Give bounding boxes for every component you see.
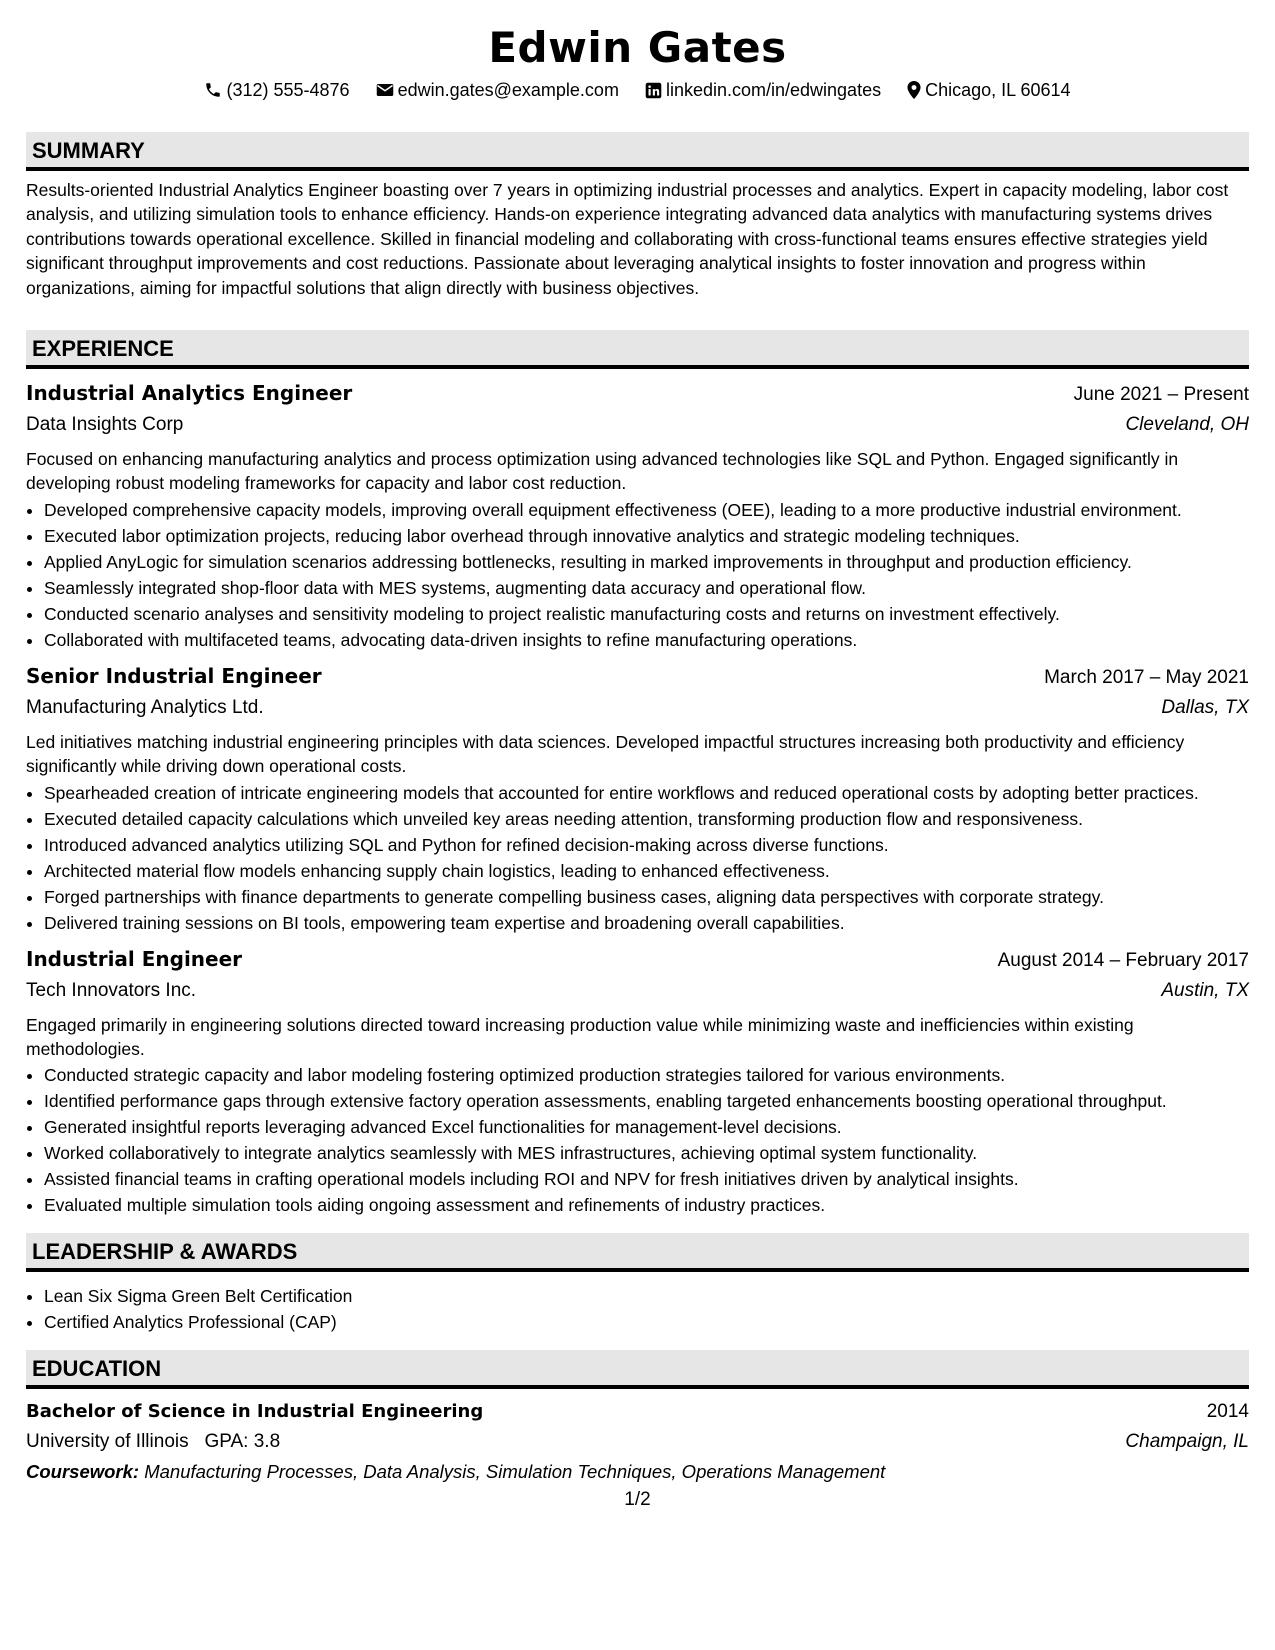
list-item: • Certified Analytics Professional (CAP)	[44, 1310, 1249, 1334]
list-item: • Seamlessly integrated shop-floor data with MES systems, augmenting data accuracy and operational flow.	[44, 576, 1249, 600]
list-item: • Spearheaded creation of intricate engineering models that accounted for entire workflows and reduced operational costs by adopting better practices.	[44, 781, 1249, 805]
job-title: Industrial Analytics Engineer	[26, 381, 353, 406]
contact-location	[907, 78, 1070, 102]
phone-text: (312) 555-4876	[226, 80, 350, 100]
list-item: • Introduced advanced analytics utilizing SQL and Python for refined decision-making across diverse functions.	[44, 833, 1249, 857]
summary-text: Results-oriented Industrial Analytics Engineer boasting over 7 years in optimizing industrial processes and analytics. Expert in capacity modeling, labor cost analysis, and utilizing simulation tools to enhance efficiency. Hands-on experience integrating advanced data analytics with manufacturing systems drives contributions towards operational excellence. Skilled in financial modeling and collaborating with cross-functional teams ensures effective strategies yield significant throughput improvements and cost reductions. Passionate about leveraging analytical insights to foster innovation and progress within organizations, aiming for impactful solutions that align directly with business objectives.	[26, 180, 1229, 298]
contact-bar	[26, 78, 1249, 102]
list-item: • Executed detailed capacity calculations which unveiled key areas needing attention, transforming production flow and responsiveness.	[44, 807, 1249, 831]
map-pin-icon	[907, 81, 921, 99]
page-number: 1/2	[624, 1489, 651, 1511]
envelope-icon	[376, 82, 394, 98]
gpa: GPA: 3.8	[204, 1431, 281, 1453]
job-bullets	[26, 1063, 1249, 1217]
contact-phone	[204, 78, 349, 102]
job-title: Senior Industrial Engineer	[26, 663, 322, 688]
school-location: Champaign, IL	[1125, 1431, 1249, 1453]
job-company: Manufacturing Analytics Ltd.	[26, 696, 264, 718]
graduation-year: 2014	[1206, 1401, 1249, 1423]
leadership-list	[26, 1284, 1249, 1334]
job-location: Dallas, TX	[1161, 696, 1249, 718]
coursework-list: Manufacturing Processes, Data Analysis, Simulation Techniques, Operations Management	[144, 1461, 886, 1483]
school-name: University of Illinois	[26, 1431, 189, 1453]
job-description: Focused on enhancing manufacturing analytics and process optimization using advanced technologies like SQL and Python. Engaged significantly in developing robust modeling frameworks for capacity and labor cost reduction.	[26, 449, 1179, 494]
linkedin-link[interactable]: linkedin.com/in/edwingates	[665, 80, 882, 100]
contact-linkedin[interactable]	[645, 78, 881, 102]
list-item: • Identified performance gaps through extensive factory operation assessments, enabling targeted enhancements boosting operational throughput.	[44, 1089, 1249, 1113]
job-location: Austin, TX	[1161, 979, 1249, 1001]
candidate-name: Edwin Gates	[488, 23, 787, 72]
education-heading: EDUCATION	[26, 1350, 1249, 1389]
education-entry	[26, 1397, 1249, 1487]
job-title: Industrial Engineer	[26, 946, 243, 971]
contact-email[interactable]	[376, 78, 619, 102]
list-item: • Worked collaboratively to integrate analytics seamlessly with MES infrastructures, achieving optimal system functionality.	[44, 1141, 1249, 1165]
job-bullets	[26, 781, 1249, 935]
summary-heading: SUMMARY	[26, 132, 1249, 171]
job-description: Engaged primarily in engineering solutions directed toward increasing production value while minimizing waste and inefficiencies within existing methodologies.	[26, 1014, 1134, 1060]
list-item: • Applied AnyLogic for simulation scenarios addressing bottlenecks, resulting in marked improvements in throughput and production efficiency.	[44, 550, 1249, 574]
list-item: • Evaluated multiple simulation tools aiding ongoing assessment and refinements of industry practices.	[44, 1193, 1249, 1217]
job-entry	[26, 378, 1249, 652]
degree-title: Bachelor of Science in Industrial Engineering	[26, 1401, 484, 1423]
job-entry	[26, 944, 1249, 1218]
list-item: • Lean Six Sigma Green Belt Certification	[44, 1284, 1249, 1308]
location-text: Chicago, IL 60614	[925, 80, 1071, 100]
job-dates: August 2014 – February 2017	[997, 949, 1249, 971]
job-dates: June 2021 – Present	[1073, 384, 1249, 406]
job-bullets	[26, 498, 1249, 652]
linkedin-icon	[645, 82, 662, 99]
leadership-heading: LEADERSHIP & AWARDS	[26, 1233, 1249, 1272]
job-company: Tech Innovators Inc.	[26, 979, 197, 1001]
list-item: • Conducted scenario analyses and sensitivity modeling to project realistic manufacturing costs and returns on investment effectively.	[44, 602, 1249, 626]
coursework-line	[26, 1457, 1249, 1487]
job-company: Data Insights Corp	[26, 414, 184, 436]
list-item: • Executed labor optimization projects, reducing labor overhead through innovative analytics and strategic modeling techniques.	[44, 524, 1249, 548]
school-line	[26, 1427, 280, 1457]
email-link[interactable]: edwin.gates@example.com	[397, 80, 619, 100]
coursework-label: Coursework:	[26, 1461, 140, 1483]
experience-heading: EXPERIENCE	[26, 330, 1249, 369]
list-item: • Delivered training sessions on BI tools, empowering team expertise and broadening overall capabilities.	[44, 911, 1249, 935]
job-dates: March 2017 – May 2021	[1044, 666, 1249, 688]
phone-icon	[204, 81, 222, 99]
job-location: Cleveland, OH	[1125, 414, 1249, 436]
list-item: • Architected material flow models enhancing supply chain logistics, leading to enhanced effectiveness.	[44, 859, 1249, 883]
list-item: • Forged partnerships with finance departments to generate compelling business cases, aligning data perspectives with corporate strategy.	[44, 885, 1249, 909]
job-entry	[26, 661, 1249, 935]
job-description: Led initiatives matching industrial engineering principles with data sciences. Developed impactful structures increasing both productivity and efficiency significantly while driving down operational costs.	[26, 731, 1185, 777]
list-item: • Generated insightful reports leveraging advanced Excel functionalities for management-level decisions.	[44, 1115, 1249, 1139]
list-item: • Assisted financial teams in crafting operational models including ROI and NPV for fresh initiatives driven by analytical insights.	[44, 1167, 1249, 1191]
list-item: • Collaborated with multifaceted teams, advocating data-driven insights to refine manufacturing operations.	[44, 628, 1249, 652]
list-item: • Conducted strategic capacity and labor modeling fostering optimized production strategies tailored for various environments.	[44, 1063, 1249, 1087]
list-item: • Developed comprehensive capacity models, improving overall equipment effectiveness (OEE), leading to a more productive industrial environment.	[44, 498, 1249, 522]
